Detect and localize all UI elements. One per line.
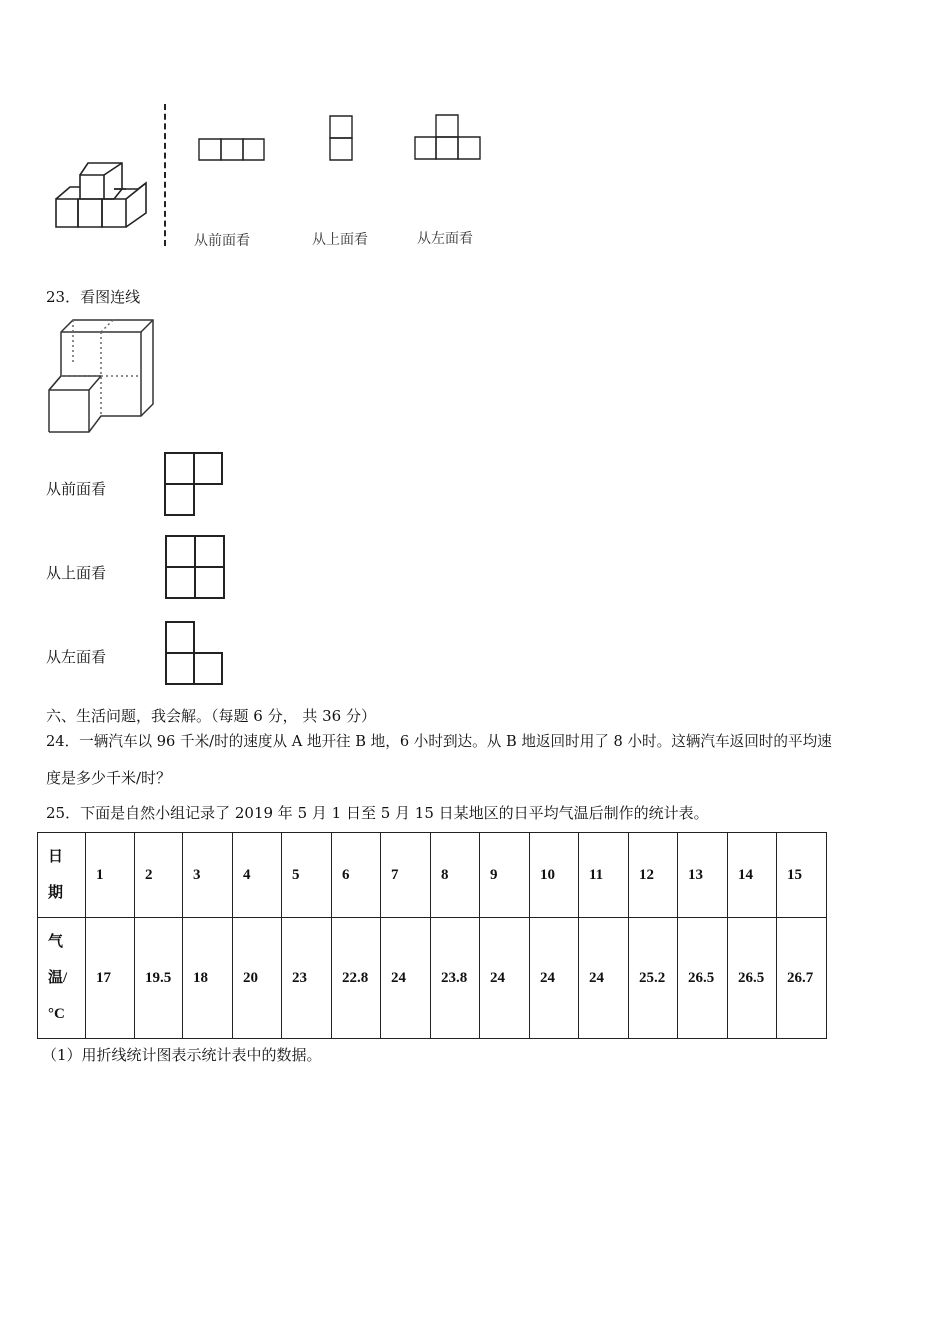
temp-cell: 26.5 bbox=[678, 918, 728, 1039]
q23-view-label-top: 从上面看 bbox=[46, 564, 107, 582]
temp-cell: 23 bbox=[282, 918, 332, 1039]
section6-heading: 六、生活问题，我会解。（每题 6 分， 共 36 分） bbox=[46, 707, 376, 725]
q25-sub1: （1）用折线统计图表示统计表中的数据。 bbox=[42, 1046, 322, 1064]
date-cell: 8 bbox=[431, 833, 480, 918]
header-temp bbox=[38, 918, 86, 1039]
header-temp-line3: °C bbox=[48, 1006, 65, 1022]
temp-cell: 24 bbox=[480, 918, 530, 1039]
q23-title: 23．看图连线 bbox=[46, 288, 141, 306]
date-cell: 9 bbox=[480, 833, 530, 918]
table-row-temps bbox=[38, 918, 827, 1039]
date-cell: 13 bbox=[678, 833, 728, 918]
date-cell: 15 bbox=[777, 833, 827, 918]
date-cell: 14 bbox=[728, 833, 777, 918]
header-date-char2: 期 bbox=[48, 885, 64, 901]
date-cell: 6 bbox=[332, 833, 381, 918]
q23-number: 23 bbox=[46, 288, 66, 306]
q23-front-view-grid bbox=[164, 452, 226, 518]
header-date-char1: 日 bbox=[48, 849, 64, 865]
temp-cell: 20 bbox=[233, 918, 282, 1039]
temp-cell: 19.5 bbox=[135, 918, 183, 1039]
front-view-grid bbox=[198, 138, 266, 162]
date-cell: 2 bbox=[135, 833, 183, 918]
temp-cell: 17 bbox=[86, 918, 135, 1039]
dashed-divider bbox=[164, 104, 166, 246]
temp-cell: 24 bbox=[530, 918, 579, 1039]
date-cell: 1 bbox=[86, 833, 135, 918]
caption-left: 从左面看 bbox=[417, 231, 473, 247]
date-cell: 7 bbox=[381, 833, 431, 918]
header-temp-line2: 温/ bbox=[48, 970, 68, 986]
temp-cell: 22.8 bbox=[332, 918, 381, 1039]
q24-line2: 度是多少千米/时？ bbox=[46, 769, 172, 787]
cube-solid-figure bbox=[50, 155, 155, 235]
q23-top-view-grid bbox=[165, 535, 227, 601]
temp-cell: 24 bbox=[381, 918, 431, 1039]
top-view-grid bbox=[329, 115, 355, 163]
temp-cell: 24 bbox=[579, 918, 629, 1039]
date-cell: 12 bbox=[629, 833, 678, 918]
temp-cell: 18 bbox=[183, 918, 233, 1039]
temp-cell: 26.5 bbox=[728, 918, 777, 1039]
q23-left-view-grid bbox=[165, 621, 227, 687]
q24-line1: 24．一辆汽车以 96 千米/时的速度从 A 地开往 B 地，6 小时到达。从 B 地返回时用了 8 小时。这辆汽车返回时的平均速 bbox=[46, 733, 832, 750]
caption-top: 从上面看 bbox=[312, 232, 368, 248]
temp-cell: 25.2 bbox=[629, 918, 678, 1039]
header-temp-line1: 气 bbox=[48, 934, 64, 950]
date-cell: 11 bbox=[579, 833, 629, 918]
left-view-grid bbox=[414, 114, 484, 162]
temp-cell: 26.7 bbox=[777, 918, 827, 1039]
header-date bbox=[38, 833, 86, 918]
q23-view-label-front: 从前面看 bbox=[46, 480, 107, 498]
temperature-table bbox=[37, 832, 827, 1039]
temp-cell: 23.8 bbox=[431, 918, 480, 1039]
date-cell: 10 bbox=[530, 833, 579, 918]
date-cell: 5 bbox=[282, 833, 332, 918]
q25-intro: 25．下面是自然小组记录了 2019 年 5 月 1 日至 5 月 15 日某地区的日平均气温后制作的统计表。 bbox=[46, 804, 709, 822]
table-row-dates bbox=[38, 833, 827, 918]
date-cell: 4 bbox=[233, 833, 282, 918]
caption-front: 从前面看 bbox=[194, 233, 250, 249]
q23-view-label-left: 从左面看 bbox=[46, 648, 107, 666]
q23-title-text: 看图连线 bbox=[80, 288, 141, 306]
l-shape-solid-figure bbox=[45, 318, 157, 436]
date-cell: 3 bbox=[183, 833, 233, 918]
